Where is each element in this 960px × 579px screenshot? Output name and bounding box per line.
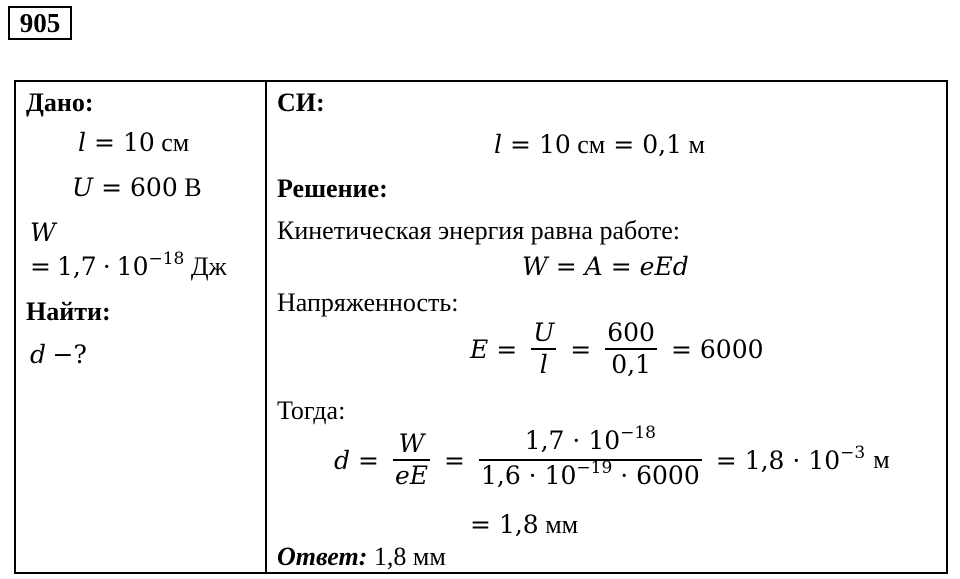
kinetic-text: Кинетическая энергия равна работе:	[277, 216, 680, 245]
fraction-u-l: $\frac{U}{l}$	[533, 318, 555, 379]
si-heading: СИ:	[277, 88, 325, 117]
solution-heading: Решение:	[277, 174, 388, 203]
answer-label: Ответ:	[277, 542, 368, 571]
problem-number: 905	[8, 6, 72, 40]
formula-energy: W = A = eEd	[522, 252, 689, 281]
fraction-numeric: $\frac{1,7 \cdot 10^{-18}}{1,6 \cdot 10^{-19} \cdot 6000}$	[480, 423, 700, 490]
fraction-w-ee: $\frac{W}{eE}$	[394, 429, 429, 490]
given-w-symbol: W	[30, 218, 56, 247]
then-text: Тогда:	[277, 396, 346, 425]
given-heading: Дано:	[26, 88, 94, 117]
formula-field: E = $\frac{U}{l}$ = $\frac{600}{0,1}$ = 6000	[470, 318, 764, 379]
given-w-value: = $1,7 \cdot 10^{-18}$ Дж	[30, 249, 227, 281]
field-text: Напряженность:	[277, 288, 459, 317]
si-conversion: l = 10 см = 0,1 м	[494, 130, 705, 159]
answer-value: 1,8 мм	[373, 542, 446, 571]
given-u: U = 600 В	[72, 173, 202, 202]
solution-table	[14, 80, 948, 574]
formula-distance-mm: = 1,8 мм	[470, 510, 579, 539]
find-heading: Найти:	[26, 297, 111, 326]
find-d: d −?	[30, 340, 87, 369]
fraction-600-01: $\frac{600}{0,1}$	[607, 318, 655, 379]
formula-distance: d = $\frac{W}{eE}$ = $\frac{1,7 \cdot 10^{-18}}{1,6 \cdot 10^{-19} \cdot 6000}$ = $1,8 \cdot 10^{-3}$ м	[334, 426, 890, 494]
answer	[277, 542, 446, 572]
given-l: l = 10 см	[78, 128, 190, 157]
column-divider	[265, 82, 267, 572]
